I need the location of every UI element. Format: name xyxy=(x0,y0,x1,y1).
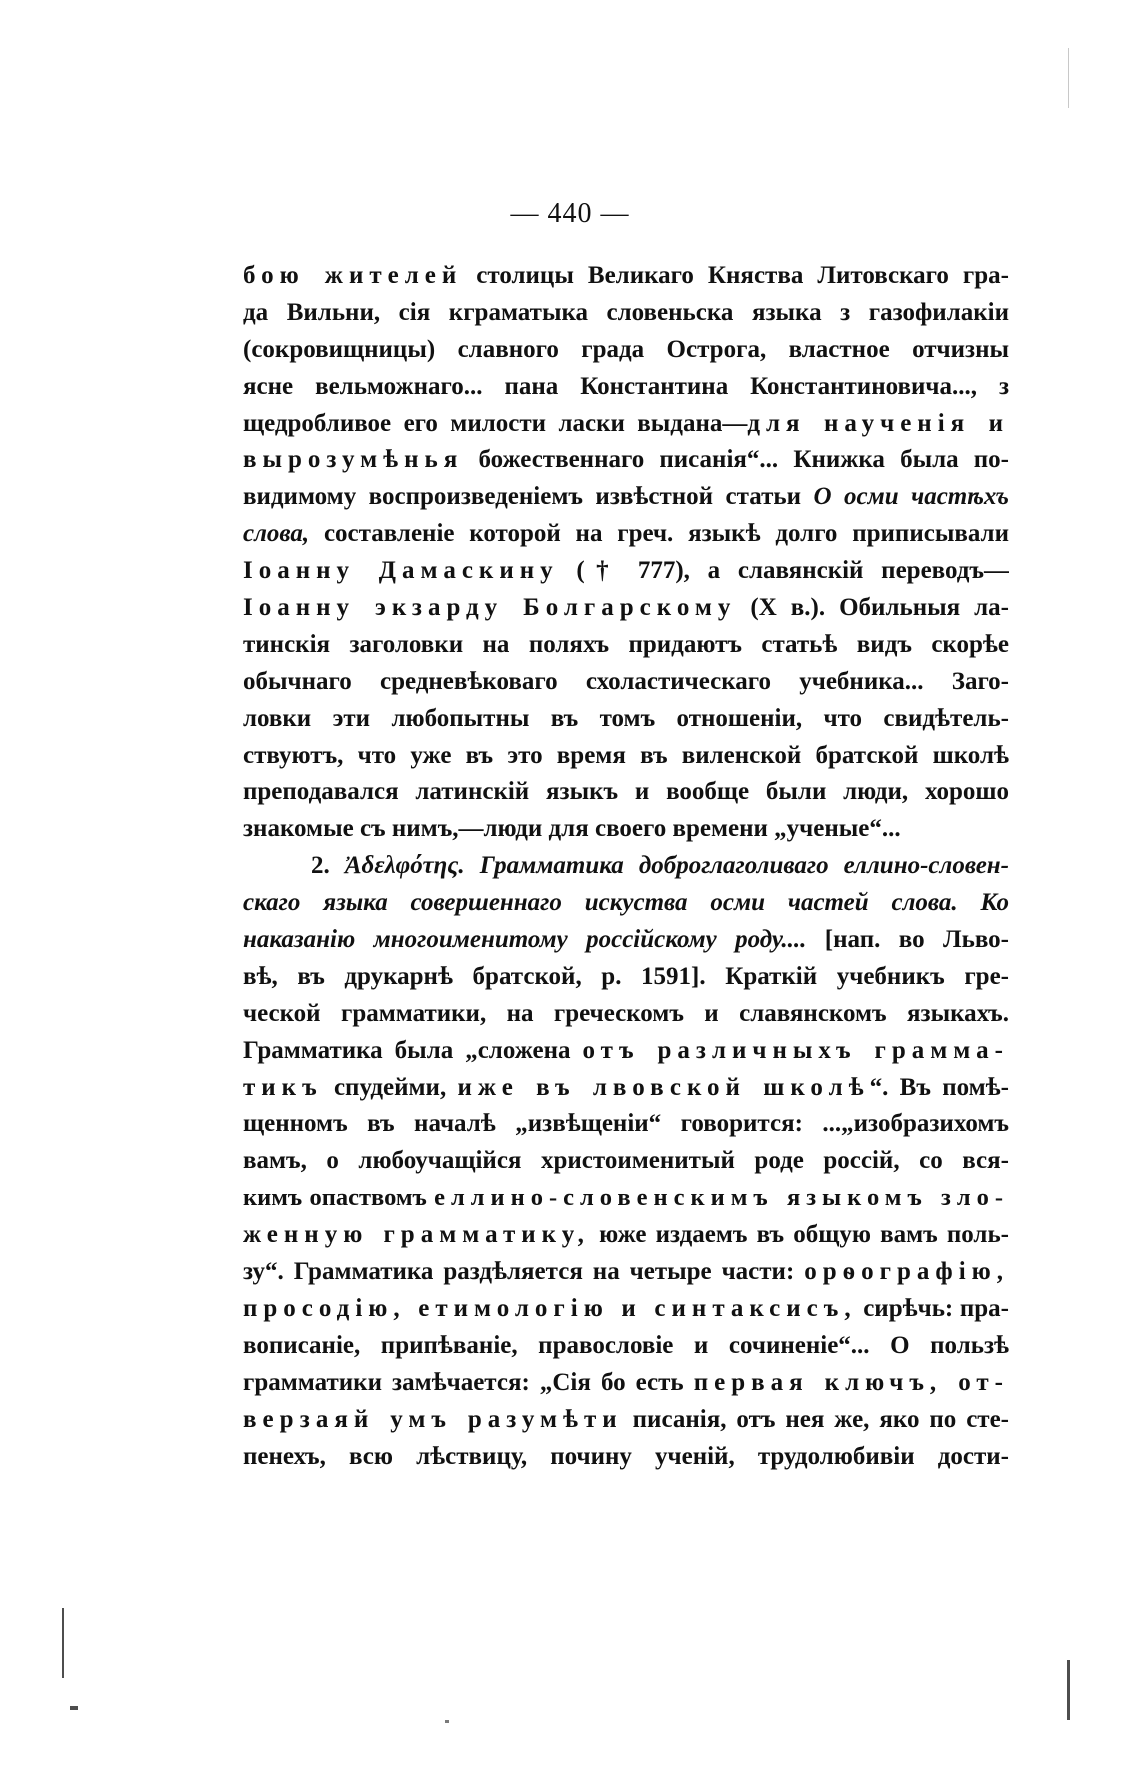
text-line xyxy=(243,1106,1009,1143)
text-segment: зу“. Грамматика раздѣляется на четыре части: xyxy=(243,1258,805,1286)
text-segment: для наученія и xyxy=(747,409,1009,437)
text-segment: божественнаго писанія“... Книжка была по- xyxy=(463,446,1009,474)
text-segment: видимому воспроизведеніемъ извѣстной статьи xyxy=(243,483,814,511)
text-line xyxy=(243,848,1009,885)
text-segment: бою жителей xyxy=(243,262,463,289)
text-line xyxy=(243,1365,1009,1402)
text-line xyxy=(243,553,1009,590)
text-segment: 2. xyxy=(311,852,345,880)
text-segment: верзаяй умъ разумѣти xyxy=(243,1405,623,1433)
text-segment: вамъ, о любоучащійся христоименитый роде россій, со вся- xyxy=(243,1147,1009,1175)
text-segment: знакомые съ нимъ,—люди для своего времени „ученые“... xyxy=(243,815,901,843)
scan-mark xyxy=(1067,1660,1070,1720)
text-line xyxy=(243,1402,1009,1439)
text-segment: вѣ, въ друкарнѣ братской, р. 1591]. Краткій учебникъ гре- xyxy=(243,962,1009,990)
text-line xyxy=(243,1143,1009,1180)
text-segment: еллино-словенскимъ языкомъ зло- xyxy=(434,1184,1009,1212)
text-line xyxy=(243,811,1009,848)
text-line xyxy=(243,295,1009,332)
text-line xyxy=(243,516,1009,553)
text-segment: писанія, отъ нея же, яко по сте- xyxy=(622,1405,1009,1433)
text-segment: грамматики замѣчается: „Сія бо есть xyxy=(243,1368,694,1396)
text-segment: составленіе которой на греч. языкѣ долго приписывали xyxy=(309,520,1009,548)
text-segment: отъ различныхъ грамма- xyxy=(582,1036,1009,1064)
text-line xyxy=(243,332,1009,369)
text-segment: орѳографію, xyxy=(804,1258,1009,1286)
text-segment: Іоанну экзарду Болгарскому xyxy=(243,594,737,622)
text-line xyxy=(243,885,1009,922)
body-text xyxy=(243,258,1009,1475)
text-segment: ловки эти любопытны въ томъ отношеніи, что свидѣтель- xyxy=(243,704,1009,732)
text-segment: первая ключъ, от- xyxy=(693,1368,1009,1396)
text-segment: вырозумѣнья xyxy=(243,446,464,474)
text-segment: спудейми, xyxy=(322,1073,458,1101)
text-segment: О осми частѣхъ xyxy=(813,483,1009,511)
text-segment: юже издаемъ въ общую вамъ поль- xyxy=(589,1221,1009,1249)
text-segment: скаго языка совершеннаго искуства осми частей слова. Ко xyxy=(243,889,1009,917)
text-line xyxy=(243,738,1009,775)
text-line xyxy=(243,1291,1009,1328)
text-line xyxy=(243,664,1009,701)
text-segment: тинскія заголовки на поляхъ придаютъ статьѣ видъ скорѣе xyxy=(243,630,1009,658)
scan-mark xyxy=(445,1720,449,1723)
text-line xyxy=(243,627,1009,664)
text-segment: просодію, етимологію и синтаксисъ, xyxy=(243,1294,857,1322)
scan-mark xyxy=(1068,48,1069,108)
text-segment: столицы Великаго Княства Литовскаго гра- xyxy=(462,262,1009,289)
text-line xyxy=(243,258,1009,295)
text-line xyxy=(243,442,1009,479)
text-segment: преподавался латинскій языкъ и вообще были люди, хорошо xyxy=(243,778,1009,806)
text-line xyxy=(243,1217,1009,1254)
text-segment: кимъ опаствомъ xyxy=(243,1184,435,1212)
text-segment: (X в.). Обильныя ла- xyxy=(736,594,1009,622)
text-segment: Ἀδελφότης. Грамматика доброглаголиваго еллино-словен- xyxy=(344,852,1009,880)
text-line xyxy=(243,406,1009,443)
text-line xyxy=(243,922,1009,959)
text-line xyxy=(243,369,1009,406)
text-segment: иже въ лвовской школѣ xyxy=(457,1073,870,1101)
text-segment: щедробливое его милости ласки выдана— xyxy=(243,409,748,437)
text-segment: тикъ xyxy=(243,1073,323,1101)
text-line xyxy=(243,1033,1009,1070)
text-line xyxy=(243,590,1009,627)
text-line xyxy=(243,1180,1009,1217)
text-segment: женную грамматику, xyxy=(243,1221,590,1249)
text-segment: слова, xyxy=(243,520,310,548)
page-number: — 440 — xyxy=(510,198,630,229)
text-line xyxy=(243,479,1009,516)
text-line xyxy=(243,1070,1009,1107)
text-segment: наказанію многоименитому россійскому роду.... xyxy=(243,926,807,954)
text-line xyxy=(243,774,1009,811)
text-segment: ческой грамматики, на греческомъ и славянскомъ языкахъ. xyxy=(243,999,1009,1027)
text-line xyxy=(243,1328,1009,1365)
text-segment: пенехъ, всю лѣствицу, почину ученій, трудолюбивіи дости- xyxy=(243,1442,1009,1470)
text-segment: ясне вельможнаго... пана Константина Константиновича..., з xyxy=(243,372,1009,400)
text-segment: [нап. во Льво- xyxy=(806,926,1009,954)
text-line xyxy=(243,1439,1009,1476)
text-line xyxy=(243,996,1009,1033)
text-segment: († 777), а славянскій переводъ— xyxy=(558,557,1009,585)
scan-mark xyxy=(70,1706,78,1710)
text-line xyxy=(243,959,1009,996)
text-segment: вописаніе, припѣваніе, правословіе и сочиненіе“... О пользѣ xyxy=(243,1331,1009,1359)
scan-mark xyxy=(62,1608,64,1678)
text-segment: щенномъ въ началѣ „извѣщеніи“ говорится: ...„изобразихомъ xyxy=(243,1110,1009,1138)
text-segment: обычнаго средневѣковаго схоластическаго учебника... Заго- xyxy=(243,667,1009,695)
text-segment: (сокровищницы) славного града Острога, властное отчизны xyxy=(243,335,1009,363)
text-line xyxy=(243,701,1009,738)
text-line xyxy=(243,1254,1009,1291)
text-segment: Іоанну Дамаскину xyxy=(243,557,559,585)
text-segment: сирѣчь: пра- xyxy=(856,1294,1009,1322)
text-segment: Грамматика была „сложена xyxy=(243,1036,583,1064)
text-segment: “. Въ помѣ- xyxy=(869,1073,1009,1101)
text-segment: ствуютъ, что уже въ это время въ виленской братской школѣ xyxy=(243,741,1009,769)
text-segment: да Вильни, сія кграматыка словеньска языка з газофилакіи xyxy=(243,298,1009,326)
